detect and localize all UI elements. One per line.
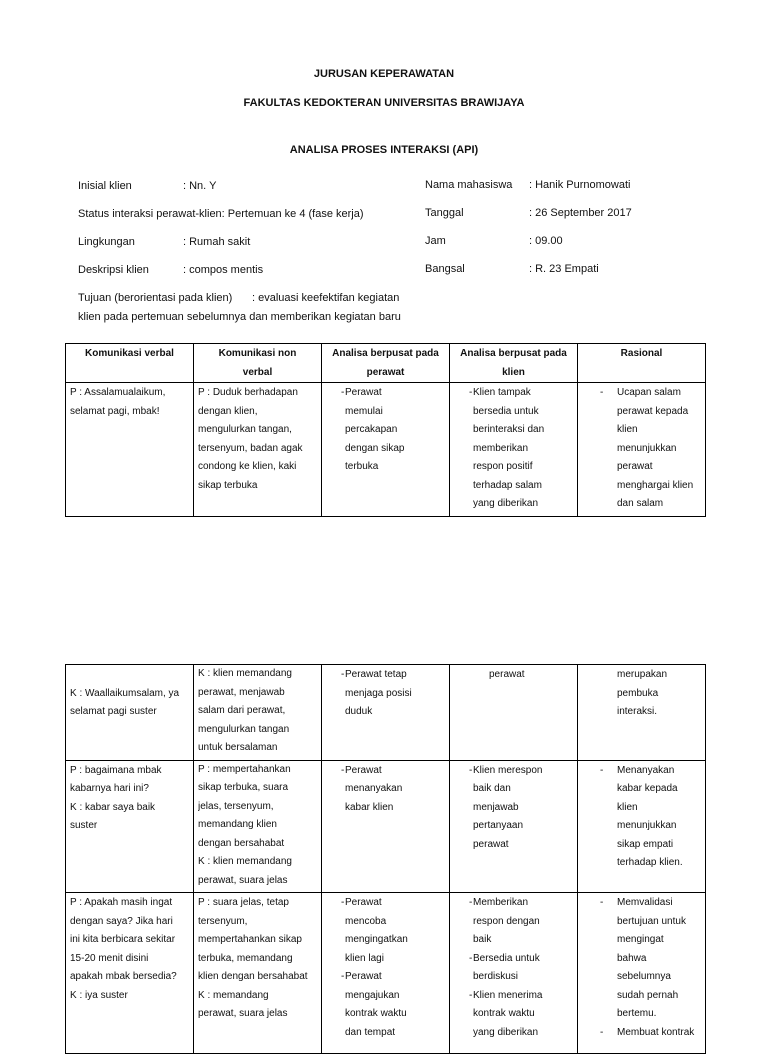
inisial-label: Inisial klien bbox=[78, 180, 132, 192]
header-analisa-klien bbox=[450, 344, 578, 383]
jam-label: Jam bbox=[425, 235, 446, 247]
cell-line: K : klien memandang bbox=[198, 668, 292, 679]
cell-analisa-klien bbox=[450, 760, 578, 893]
cell-line: - Menanyakan bbox=[617, 764, 675, 776]
table-row bbox=[66, 383, 706, 517]
cell-line: klien lagi bbox=[345, 952, 384, 964]
cell-line: klien bbox=[617, 424, 638, 435]
cell-line: - Memvalidasi bbox=[617, 897, 673, 908]
cell-line: baik bbox=[473, 934, 492, 945]
cell-line: dengan saya? Jika hari bbox=[70, 915, 173, 927]
cell-analisa-klien bbox=[450, 665, 578, 761]
bullet-item bbox=[578, 383, 705, 516]
cell-line bbox=[70, 666, 189, 685]
cell-line: menunjukkan bbox=[617, 442, 677, 454]
cell-line: salam dari perawat, bbox=[198, 705, 286, 716]
cell-line: yang diberikan bbox=[473, 498, 539, 509]
cell-line: P : Apakah masih ingat bbox=[70, 897, 173, 908]
nama-label: Nama mahasiswa bbox=[425, 179, 513, 191]
cell-line: jelas, tersenyum, bbox=[198, 800, 274, 812]
cell-line: berinteraksi dan bbox=[473, 424, 545, 435]
table-row bbox=[66, 665, 706, 761]
header-text: klien bbox=[502, 366, 525, 378]
department-heading: JURUSAN KEPERAWATAN bbox=[313, 68, 455, 80]
cell-line: P : Assalamualaikum, bbox=[70, 387, 166, 398]
cell-verbal bbox=[66, 665, 194, 761]
bullet-item bbox=[322, 665, 449, 724]
cell-line: percakapan bbox=[345, 424, 398, 435]
cell-verbal bbox=[66, 893, 194, 1054]
cell-line: K : klien memandang bbox=[198, 856, 292, 867]
deskripsi-label: Deskripsi klien bbox=[78, 264, 149, 276]
cell-line: respon dengan bbox=[473, 915, 540, 927]
cell-line: perawat kepada bbox=[617, 405, 689, 417]
header-text: perawat bbox=[366, 366, 405, 378]
cell-line: P : bagaimana mbak bbox=[70, 764, 162, 776]
cell-line: yang diberikan bbox=[473, 1026, 539, 1038]
bullet-item bbox=[322, 383, 449, 479]
table-row bbox=[66, 893, 706, 1054]
cell-line: bertujuan untuk bbox=[617, 915, 686, 927]
tanggal-label: Tanggal bbox=[425, 207, 464, 219]
status-interaksi: Status interaksi perawat-klien: Pertemuan ke 4 (fase kerja) bbox=[78, 208, 364, 220]
cell-rasional bbox=[578, 665, 706, 761]
cell-line: duduk bbox=[345, 706, 373, 717]
cell-analisa-perawat bbox=[322, 760, 450, 893]
cell-line: perawat bbox=[617, 461, 653, 472]
bullet-item bbox=[450, 950, 577, 987]
cell-line: sudah pernah bbox=[617, 989, 679, 1001]
cell-line: kontrak waktu bbox=[473, 1008, 535, 1019]
lingkungan-value: : Rumah sakit bbox=[183, 236, 251, 248]
deskripsi-value: : compos mentis bbox=[183, 264, 264, 276]
cell-line: kabarnya hari ini? bbox=[70, 783, 149, 794]
cell-line: apakah mbak bersedia? bbox=[70, 971, 177, 982]
cell-line: dengan sikap bbox=[345, 442, 405, 454]
cell-line: selamat pagi suster bbox=[70, 706, 157, 717]
cell-lines bbox=[66, 761, 193, 838]
cell-analisa-perawat bbox=[322, 383, 450, 517]
cell-lines bbox=[194, 761, 321, 893]
cell-line: 15-20 menit disini bbox=[70, 952, 149, 964]
cell-line: K : Waallaikumsalam, ya bbox=[70, 687, 180, 699]
cell-line: dan salam bbox=[617, 498, 664, 509]
cell-line: interaksi. bbox=[617, 706, 658, 717]
cell-line: terbuka, memandang bbox=[198, 952, 293, 964]
cell-line: terhadap salam bbox=[473, 479, 542, 491]
cell-line: P : mempertahankan bbox=[198, 763, 291, 775]
cell-line: - Klien merespon bbox=[473, 764, 543, 776]
bangsal-value: : R. 23 Empati bbox=[529, 263, 599, 275]
cell-line: respon positif bbox=[473, 461, 533, 472]
cell-line: dengan bersahabat bbox=[198, 837, 285, 849]
cell-line: mengajukan bbox=[345, 989, 400, 1001]
cell-line: memandang klien bbox=[198, 819, 277, 830]
tanggal-value: : 26 September 2017 bbox=[529, 207, 632, 219]
nama-value: : Hanik Purnomowati bbox=[529, 179, 631, 191]
bullet-item bbox=[578, 1024, 705, 1045]
bullet-item bbox=[578, 761, 705, 875]
cell-lines bbox=[66, 665, 193, 724]
table-row bbox=[66, 760, 706, 893]
cell-line: perawat, suara jelas bbox=[198, 1008, 288, 1019]
cell-line: kabar klien bbox=[345, 801, 394, 813]
cell-line: klien bbox=[617, 801, 638, 813]
cell-lines bbox=[66, 893, 193, 1007]
cell-line: mengingatkan bbox=[345, 934, 408, 945]
cell-lines bbox=[66, 383, 193, 423]
faculty-heading: FAKULTAS KEDOKTERAN UNIVERSITAS BRAWIJAYA bbox=[243, 97, 525, 109]
cell-line: sebelumnya bbox=[617, 971, 671, 982]
cell-line: pembuka bbox=[617, 687, 659, 699]
header-komunikasi-verbal bbox=[66, 344, 194, 383]
cell-line: menjawab bbox=[473, 801, 519, 813]
bangsal-label: Bangsal bbox=[425, 263, 465, 275]
header-analisa-perawat bbox=[322, 344, 450, 383]
cell-line: sikap empati bbox=[617, 838, 674, 850]
cell-lines bbox=[578, 665, 705, 724]
cell-line: P : Duduk berhadapan bbox=[198, 387, 298, 398]
cell-line: K : kabar saya baik bbox=[70, 801, 156, 813]
cell-lines bbox=[194, 383, 321, 497]
cell-line: tersenyum, badan agak bbox=[198, 442, 303, 454]
cell-nonverbal bbox=[194, 893, 322, 1054]
cell-line: mengulurkan tangan bbox=[198, 723, 290, 735]
cell-line: - Bersedia untuk bbox=[473, 952, 540, 964]
cell-line: perawat, menjawab bbox=[198, 686, 285, 698]
bullet-item bbox=[450, 383, 577, 516]
bullet-item bbox=[450, 761, 577, 857]
cell-line: bersedia untuk bbox=[473, 405, 539, 417]
cell-line: berdiskusi bbox=[473, 971, 519, 982]
cell-verbal bbox=[66, 760, 194, 893]
bullet-item bbox=[322, 968, 449, 1044]
header-komunikasi-nonverbal bbox=[194, 344, 322, 383]
cell-line: perawat, suara jelas bbox=[198, 874, 288, 886]
cell-verbal bbox=[66, 383, 194, 517]
api-table-top bbox=[65, 343, 706, 517]
cell-line: - Klien tampak bbox=[473, 387, 531, 398]
cell-line: mengingat bbox=[617, 934, 664, 945]
cell-line: - Perawat tetap bbox=[345, 669, 407, 680]
inisial-value: : Nn. Y bbox=[183, 180, 217, 192]
cell-line: selamat pagi, mbak! bbox=[70, 405, 160, 417]
cell-line: mencoba bbox=[345, 915, 387, 927]
cell-line: menunjukkan bbox=[617, 820, 677, 831]
cell-line: - Ucapan salam bbox=[617, 387, 681, 398]
cell-line: klien dengan bersahabat bbox=[198, 971, 308, 982]
tujuan-label: Tujuan (berorientasi pada klien) bbox=[78, 292, 233, 304]
cell-line: - Perawat bbox=[345, 971, 382, 982]
tujuan-value: : evaluasi keefektifan kegiatan bbox=[252, 292, 400, 304]
cell-lines bbox=[194, 893, 321, 1026]
tujuan-line2: klien pada pertemuan sebelumnya dan memberikan kegiatan baru bbox=[78, 311, 401, 323]
cell-line: K : iya suster bbox=[70, 989, 128, 1001]
cell-nonverbal bbox=[194, 665, 322, 761]
cell-line: - Perawat bbox=[345, 387, 382, 398]
cell-analisa-perawat bbox=[322, 893, 450, 1054]
cell-line: perawat bbox=[489, 669, 525, 680]
cell-line: menjaga posisi bbox=[345, 687, 412, 699]
bullet-item bbox=[450, 893, 577, 950]
cell-line: bertemu. bbox=[617, 1008, 657, 1019]
table-header-row bbox=[66, 344, 706, 383]
cell-line: tersenyum, bbox=[198, 915, 248, 927]
cell-line: kontrak waktu bbox=[345, 1008, 407, 1019]
document-title: ANALISA PROSES INTERAKSI (API) bbox=[289, 144, 479, 156]
cell-line: condong ke klien, kaki bbox=[198, 461, 297, 472]
cell-rasional bbox=[578, 760, 706, 893]
cell-line: terhadap klien. bbox=[617, 857, 683, 868]
cell-nonverbal bbox=[194, 383, 322, 517]
cell-line: sikap terbuka, suara bbox=[198, 782, 289, 793]
cell-line: - Klien menerima bbox=[473, 989, 543, 1001]
cell-line: mengulurkan tangan, bbox=[198, 424, 292, 435]
header-text: Analisa berpusat pada bbox=[460, 348, 567, 359]
cell-analisa-klien bbox=[450, 383, 578, 517]
cell-rasional bbox=[578, 383, 706, 517]
cell-line: - Perawat bbox=[345, 897, 382, 908]
cell-line: memberikan bbox=[473, 442, 529, 454]
cell-analisa-perawat bbox=[322, 665, 450, 761]
header-text: verbal bbox=[242, 366, 273, 378]
cell-line: - Membuat kontrak bbox=[617, 1026, 695, 1038]
cell-line: baik dan bbox=[473, 783, 511, 794]
cell-line: pertanyaan bbox=[473, 820, 524, 831]
bullet-item bbox=[322, 761, 449, 820]
header-text: Analisa berpusat pada bbox=[332, 348, 439, 359]
api-table-bottom bbox=[65, 664, 706, 1054]
cell-nonverbal bbox=[194, 760, 322, 893]
cell-line: sikap terbuka bbox=[198, 479, 258, 491]
cell-line: ini kita berbicara sekitar bbox=[70, 934, 176, 945]
cell-line: K : memandang bbox=[198, 989, 269, 1001]
cell-line: dan tempat bbox=[345, 1026, 396, 1038]
cell-lines bbox=[450, 665, 577, 687]
bullet-item bbox=[450, 987, 577, 1045]
bullet-item bbox=[322, 893, 449, 968]
cell-line: menghargai klien bbox=[617, 479, 694, 491]
cell-line: mempertahankan sikap bbox=[198, 934, 302, 945]
cell-line: memulai bbox=[345, 405, 383, 417]
header-text: Komunikasi verbal bbox=[85, 348, 174, 359]
lingkungan-label: Lingkungan bbox=[78, 236, 135, 248]
cell-rasional bbox=[578, 893, 706, 1054]
cell-analisa-klien bbox=[450, 893, 578, 1054]
cell-line: P : suara jelas, tetap bbox=[198, 897, 289, 908]
header-text: Rasional bbox=[620, 348, 663, 359]
cell-line: merupakan bbox=[617, 669, 668, 680]
cell-line: perawat bbox=[473, 838, 509, 850]
cell-line: bahwa bbox=[617, 952, 647, 964]
cell-line: terbuka bbox=[345, 461, 379, 472]
cell-line: dengan klien, bbox=[198, 405, 258, 417]
cell-line: - Perawat bbox=[345, 764, 382, 776]
cell-line: kabar kepada bbox=[617, 783, 678, 794]
bullet-item bbox=[578, 893, 705, 1024]
cell-lines bbox=[194, 665, 321, 760]
jam-value: : 09.00 bbox=[529, 235, 563, 247]
cell-line: suster bbox=[70, 820, 98, 831]
header-rasional bbox=[578, 344, 706, 383]
cell-line: - Memberikan bbox=[473, 897, 529, 908]
cell-line: menanyakan bbox=[345, 783, 403, 794]
header-text: Komunikasi non bbox=[218, 348, 297, 359]
cell-line: untuk bersalaman bbox=[198, 742, 278, 753]
